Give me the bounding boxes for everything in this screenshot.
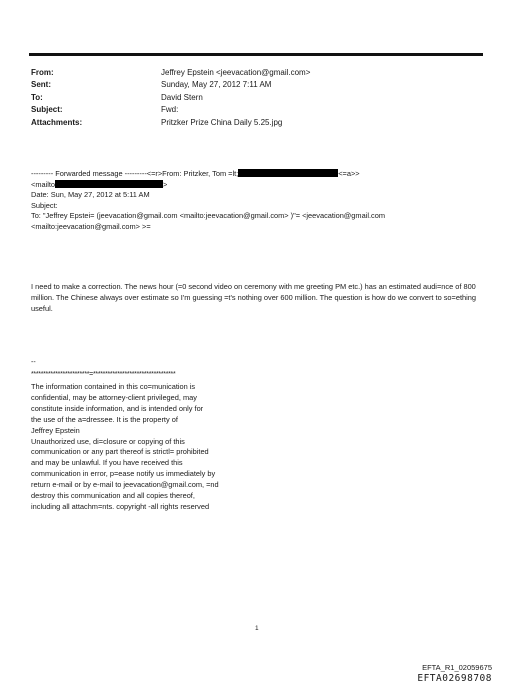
forwarded-header [31,169,385,233]
disclaimer-line: including all attachm=nts. copyright -all rights reserved [31,501,210,511]
email-header [31,67,310,129]
attachments-row [31,117,310,129]
disclaimer-line: communication or any part thereof is strictl= prohibited [31,447,209,457]
sent-value: Sunday, May 27, 2012 7:11 AM [161,80,272,90]
stars-divider: ************************=********************************** [31,371,176,378]
disclaimer-line: communication in error, p=ease notify us immediately by [31,469,216,479]
disclaimer-line: The information contained in this co=munication is [31,382,196,391]
subject-row [31,104,310,116]
disclaimer-line: confidential, may be attorney-client privileged, may [31,392,197,402]
forward-line-2 [31,180,385,191]
redaction-bar [238,169,338,177]
disclaimer-line: and may be unlawful. If you have received this [31,458,183,468]
attachments-value: Pritzker Prize China Daily 5.25.jpg [161,117,283,127]
page-number: 1 [255,625,259,632]
disclaimer-line: the use of the a=dressee. It is the property of [31,414,178,424]
forward-line-2-end: > [163,179,168,189]
forward-line-2-start: <mailto [31,179,56,189]
sent-label: Sent: [31,80,51,90]
message-body: I need to make a correction. The news hour (=0 second video on ceremony with me greeting PM etc.) has an estimated audi=nce of 800 million. The Chinese always over estimate so I'm guessing =t's nothing over 600 million. The question is how do we convert to so=ething useful. [31,282,476,313]
disclaimer-line: return e-mail or by e-mail to jeevacation@gmail.com, =nd [31,480,219,490]
forward-line-1 [31,169,385,180]
forward-line-1-start: --------- Forwarded message ---------<=r>From: Pritzker, Tom =lt; [31,169,239,178]
header-rule [29,53,483,56]
forward-subject: Subject: [31,200,58,210]
from-label: From: [31,68,54,77]
disclaimer-line: constitute inside information, and is intended only for [31,403,204,413]
sent-row [31,79,310,91]
to-label: To: [31,92,43,102]
forward-date: Date: Sun, May 27, 2012 at 5:11 AM [31,190,150,200]
attachments-label: Attachments: [31,117,83,127]
forward-line-1-end: <=a>> [338,169,360,178]
redaction-bar [55,180,163,188]
bates-stamp-small: EFTA_R1_02059675 [422,663,492,672]
from-row [31,67,310,79]
disclaimer-line: Unauthorized use, di=closure or copying of this [31,436,185,446]
signature-separator: -- [31,359,36,366]
subject-label: Subject: [31,105,63,115]
to-value: David Stern [161,92,203,102]
forward-to-2: <mailto:jeevacation@gmail.com> >= [31,221,151,231]
to-row [31,92,310,104]
disclaimer-line: Jeffrey Epstein [31,425,80,435]
disclaimer-line: destroy this communication and all copies thereof, [31,491,195,501]
bates-stamp-large: EFTA02698708 [417,673,492,684]
from-value: Jeffrey Epstein <jeevacation@gmail.com> [161,68,311,77]
disclaimer [31,382,291,513]
subject-value: Fwd: [161,105,179,115]
forward-to: To: "Jeffrey Epstei= (jeevacation@gmail.com <mailto:jeevacation@gmail.com> )"= <jeevacation@gmail.com [31,211,385,221]
